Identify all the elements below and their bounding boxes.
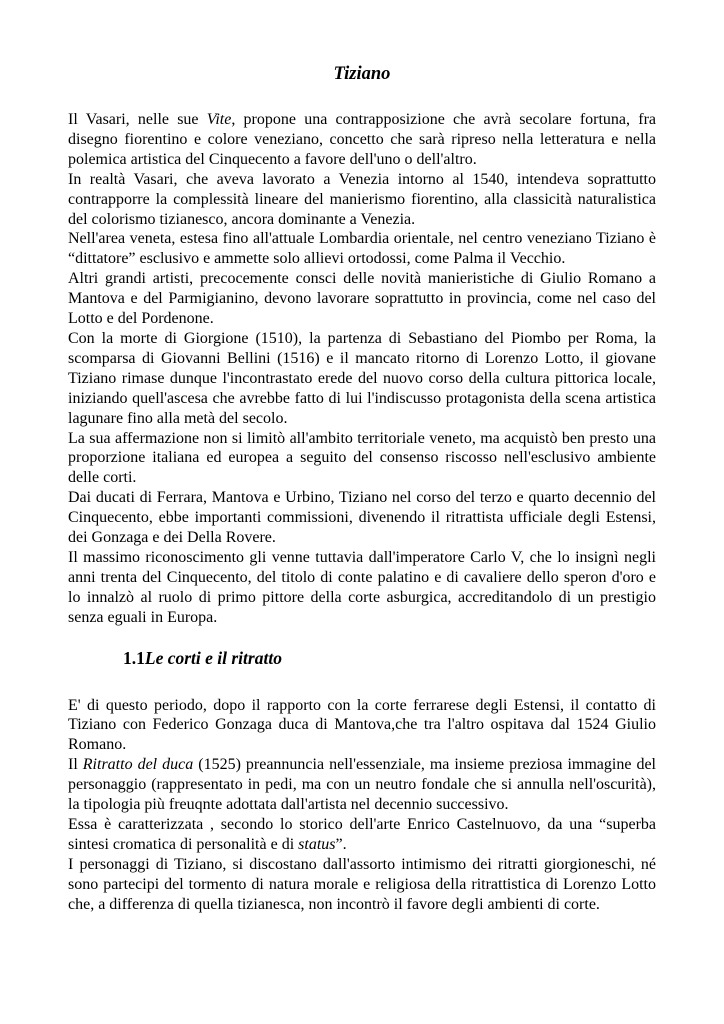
paragraph xyxy=(68,696,656,756)
text-run: Con la morte di Giorgione (1510), la partenza di Sebastiano del Piombo per Roma, la scomparsa di Giovanni Bellini (1516) e il mancato ritorno di Lorenzo Lotto, il giovane Tiziano rimase dunque l'incontrastato erede del nuovo corso della cultura pittorica locale, iniziando quell'ascesa che avrebbe fatto di lui l'indiscusso protagonista della scena artistica lagunare fino alla metà del secolo. xyxy=(68,329,656,427)
text-run: I personaggi di Tiziano, si discostano dall'assorto intimismo dei ritratti giorgioneschi, né sono partecipi del tormento di natura morale e religiosa della ritrattistica di Lorenzo Lotto che, a differenza di quella tizianesca, non incontrò il favore degli ambienti di corte. xyxy=(68,855,656,913)
text-run: E' di questo periodo, dopo il rapporto con la corte ferrarese degli Estensi, il contatto di Tiziano con Federico Gonzaga duca di Mantova,che tra l'altro ospitava dal 1524 Giulio Romano. xyxy=(68,696,656,754)
italic-text: status xyxy=(298,835,336,853)
section-intro xyxy=(68,110,656,628)
text-run: Il Vasari, nelle sue xyxy=(68,111,207,128)
paragraph xyxy=(68,329,656,429)
section-number: 1.1 xyxy=(123,647,145,668)
paragraph xyxy=(68,755,656,815)
paragraph xyxy=(68,170,656,230)
paragraph xyxy=(68,488,656,548)
text-run: , propone una contrapposizione che avrà secolare fortuna, fra disegno fiorentino e colore veneziano, concetto che sarà ripreso nella letteratura e nella polemica artistica del Cinquecento a favore dell'uno o dell'altro. xyxy=(68,111,657,168)
paragraph xyxy=(68,229,656,269)
paragraph xyxy=(68,269,656,329)
document-page xyxy=(68,62,656,915)
italic-text: Ritratto del duca xyxy=(82,756,194,774)
paragraph xyxy=(68,429,656,489)
paragraph xyxy=(68,815,656,855)
section-le-corti xyxy=(68,696,656,915)
text-run: (1525) preannuncia nell'essenziale, ma insieme preziosa immagine del personaggio (rappresentato in pedi, ma con un neutro fondale che si annulla nell'oscurità), la tipologia più freuqnte adottata dall'artista nel decennio successivo. xyxy=(68,756,656,814)
paragraph xyxy=(68,110,656,170)
text-run: Essa è caratterizzata , secondo lo storico dell'arte Enrico Castelnuovo, da una “superba sintesi cromatica di personalità e di xyxy=(68,816,656,853)
text-run: ”. xyxy=(335,835,347,853)
paragraph xyxy=(68,548,656,628)
text-run: Il massimo riconoscimento gli venne tuttavia dall'imperatore Carlo V, che lo insignì negli anni trenta del Cinquecento, del titolo di conte palatino e di cavaliere dello speron d'oro e lo innalzò al ruolo di primo pittore della corte asburgica, accreditandolo di un prestigio senza eguali in Europa. xyxy=(68,548,656,626)
text-run: Nell'area veneta, estesa fino all'attuale Lombardia orientale, nel centro veneziano Tiziano è “dittatore” esclusivo e ammette solo allievi ortodossi, come Palma il Vecchio. xyxy=(68,230,656,268)
italic-text: Vite xyxy=(206,111,232,128)
section-heading xyxy=(68,646,656,670)
paragraph xyxy=(68,855,656,915)
text-run: Dai ducati di Ferrara, Mantova e Urbino, Tiziano nel corso del terzo e quarto decennio del Cinquecento, ebbe importanti commissioni, divenendo il ritrattista ufficiale degli Estensi, dei Gonzaga e dei Della Rovere. xyxy=(68,489,656,547)
text-run: Il xyxy=(68,756,83,774)
text-run: In realtà Vasari, che aveva lavorato a Venezia intorno al 1540, intendeva soprattutto contrapporre la complessità lineare del manierismo fiorentino, alla classicità naturalistica del colorismo tizianesco, ancora dominante a Venezia. xyxy=(68,170,656,228)
text-run: Altri grandi artisti, precocemente consci delle novità manieristiche di Giulio Romano a Mantova e del Parmigianino, devono lavorare soprattutto in provincia, come nel caso del Lotto e del Pordenone. xyxy=(68,270,656,328)
text-run: La sua affermazione non si limitò all'ambito territoriale veneto, ma acquistò ben presto una proporzione italiana ed europea a seguito del consenso riscosso nell'esclusivo ambiente delle corti. xyxy=(68,429,656,487)
section-title: Le corti e il ritratto xyxy=(144,647,282,668)
document-title: Tiziano xyxy=(333,64,391,84)
